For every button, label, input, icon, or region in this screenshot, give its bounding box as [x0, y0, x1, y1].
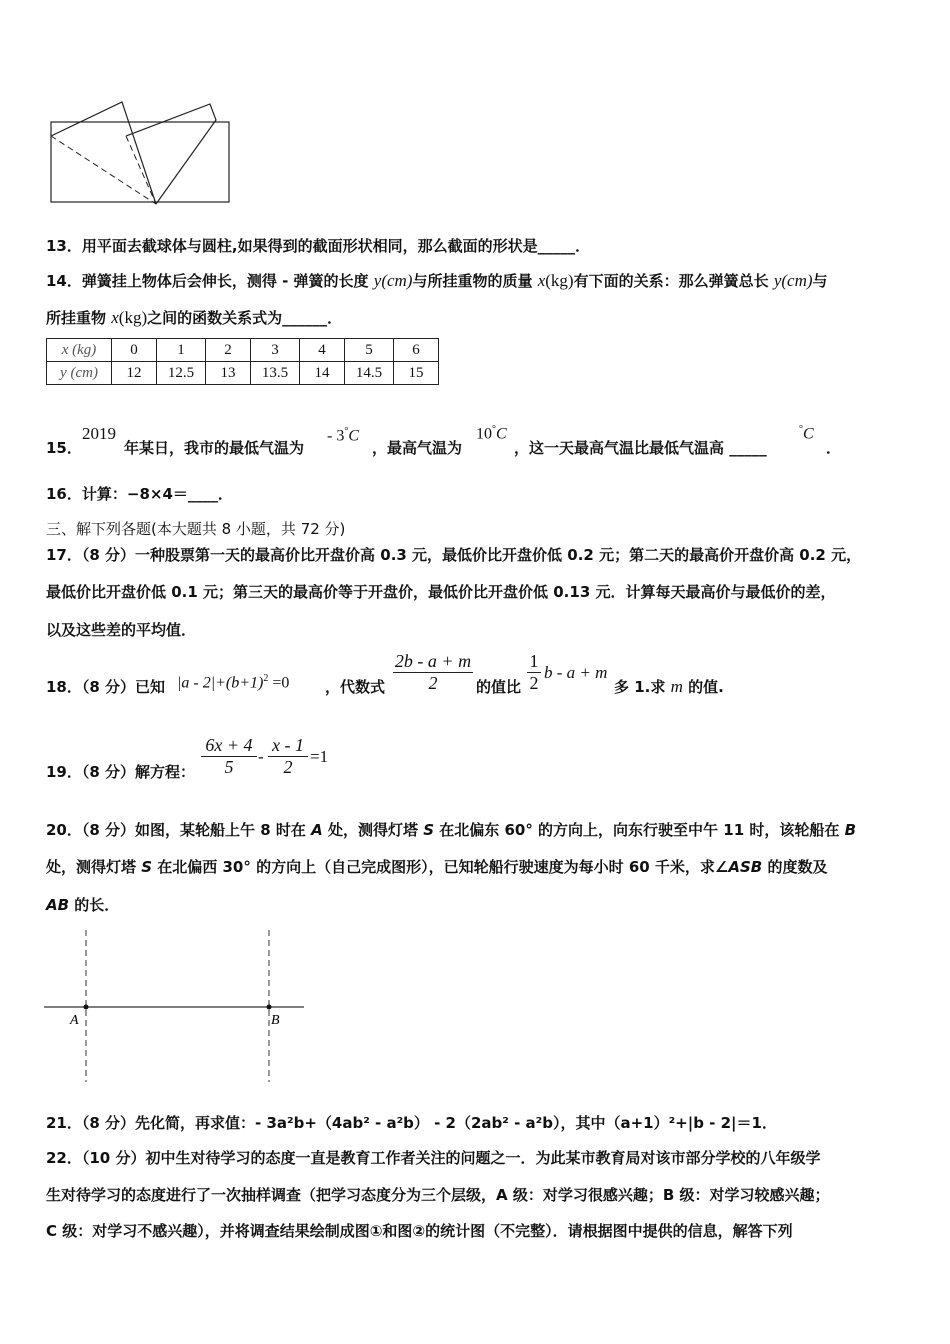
q13-text: 用平面去截球体与圆柱,如果得到的截面形状相同，那么截面的形状是	[81, 237, 538, 255]
section-3-heading: 三、解下列各题(本大题共 8 小题，共 72 分)	[46, 520, 346, 538]
q14-text-a: 弹簧挂上物体后会伸长，测得 - 弹簧的长度	[81, 272, 374, 290]
table-cell: 13.5	[251, 362, 300, 385]
point-a	[84, 1005, 89, 1010]
q15-high-temp	[476, 424, 507, 443]
q20-text-1b: 处，测得灯塔	[322, 821, 424, 839]
square-left	[51, 102, 156, 204]
q19-minus: -	[258, 747, 264, 766]
q20-line1	[46, 820, 856, 840]
q18-frac-numerator: 2b - a + m	[394, 651, 472, 671]
spring-table	[46, 338, 439, 385]
q14-text-d: 与	[812, 272, 828, 290]
q15-text-3	[514, 438, 767, 458]
q18-tail	[614, 677, 724, 697]
table-cell: 12	[112, 362, 157, 385]
q18-fraction	[393, 651, 473, 694]
q20-point-s: S	[423, 821, 435, 839]
q18-condition	[177, 673, 289, 692]
q20-angle-asb: ASB	[728, 858, 763, 876]
q20-segment-ab: AB	[46, 896, 70, 914]
q15-end: ．	[826, 439, 842, 457]
label-a: A	[70, 1013, 79, 1028]
q15-high-value: 10	[476, 425, 492, 443]
q15-low-temp	[327, 426, 359, 445]
q16-number: 16．	[46, 485, 82, 503]
q18-half-denominator: 2	[527, 672, 541, 694]
q20-point-s2: S	[141, 858, 153, 876]
q20-text-3b: 的长．	[69, 896, 120, 914]
q19-lead: 19．（8 分）解方程：	[46, 763, 196, 781]
q17-line3: 以及这些差的平均值．	[46, 621, 197, 639]
q15-degree-1: °	[344, 426, 349, 437]
q15-text-3-span: ，这一天最高气温比最低气温高	[514, 439, 730, 457]
q15-unit	[799, 424, 814, 443]
q20-text-2c: 的度数及	[762, 858, 828, 876]
q20-text-1c: 在北偏东 60° 的方向上，向东行驶至中午 11 时，该轮船在	[434, 821, 845, 839]
q15-degree-2: °	[492, 424, 496, 435]
q20-text-2a: 处，测得灯塔	[46, 858, 142, 876]
table-row	[47, 339, 439, 362]
q14-text-b: 与所挂重物的质量	[412, 272, 538, 290]
q14-text-c: 有下面的关系：那么弹簧总长	[573, 272, 774, 290]
q20-line3	[46, 895, 119, 915]
question-14-line1	[46, 271, 828, 291]
q18-half-numerator: 1	[529, 651, 539, 671]
q14-var-x2: x	[111, 308, 119, 327]
q18-half	[527, 651, 541, 694]
table-cell: 3	[251, 339, 300, 362]
q13-number: 13．	[46, 237, 82, 255]
q15-celsius-1: C	[348, 427, 359, 445]
q15-year: 2019	[82, 424, 116, 443]
question-16	[46, 484, 233, 504]
q14-end: ．	[327, 309, 343, 327]
point-b	[267, 1005, 272, 1010]
q15-blank: _____	[729, 439, 767, 457]
q14-text-f: 之间的函数关系式为	[147, 309, 283, 327]
q18-abs-expr: |a - 2|+(b+1)	[177, 674, 264, 692]
q15-degree-3: °	[799, 424, 803, 435]
q14-blank: ______	[282, 309, 328, 327]
q14-var-y2: y	[773, 271, 782, 290]
q13-blank: _____	[537, 237, 576, 255]
table-cell: 14	[300, 362, 345, 385]
q14-var-y: y	[373, 271, 382, 290]
q16-blank: ____	[187, 485, 218, 503]
q18-lead: 18．（8 分）已知	[46, 678, 166, 696]
q22-line3: C 级：对学习不感兴趣），并将调查结果绘制成图①和图②的统计图（不完整）．请根据图中提供的信息，解答下列	[46, 1222, 793, 1240]
fold-line-right	[126, 136, 156, 204]
q17-line2: 最低价比开盘价低 0.1 元；第三天的最高价等于开盘价，最低价比开盘价低 0.13 元．计算每天最高价与最低价的差，	[46, 583, 836, 601]
question-13	[46, 236, 590, 256]
table-cell: 6	[394, 339, 439, 362]
x-label-cell: x (kg)	[47, 339, 112, 362]
q21-line: 21．（8 分）先化简，再求值：- 3a²b+（4ab² - a²b） - 2（2ab² - a²b），其中（a+1）²+|b - 2|＝1．	[46, 1114, 777, 1132]
q18-text-3: 多 1.求	[614, 678, 671, 696]
q15-low-value: - 3	[327, 427, 345, 445]
q14-unit-kg2: (kg)	[118, 308, 148, 327]
table-cell: 15	[394, 362, 439, 385]
table-row	[47, 362, 439, 385]
q14-text-e: 所挂重物	[46, 309, 112, 327]
label-b: B	[271, 1013, 280, 1028]
table-cell: 14.5	[345, 362, 394, 385]
table-cell: 12.5	[157, 362, 206, 385]
question-14-line2	[46, 308, 342, 328]
q15-text-1: 年某日，我市的最低气温为	[124, 439, 305, 457]
table-cell: 2	[206, 339, 251, 362]
q17-line1: 17．（8 分）一种股票第一天的最高价比开盘价高 0.3 元，最低价比开盘价低 0.2 元；第二天的最高价开盘价高 0.2 元，	[46, 546, 862, 564]
q14-var-x: x	[537, 271, 546, 290]
q14-unit-cm2: (cm)	[781, 271, 813, 290]
q22-line2: 生对待学习的态度进行了一次抽样调查（把学习态度分为三个层级，A 级：对学习很感兴趣；B 级：对学习较感兴趣；	[46, 1186, 830, 1204]
q19-fraction-2	[268, 735, 308, 778]
table-cell: 1	[157, 339, 206, 362]
q18-text-4: 的值.	[682, 678, 724, 696]
rectangle	[51, 122, 229, 202]
q19-f1-denominator: 5	[201, 756, 257, 778]
q20-line2	[46, 857, 827, 877]
q19-f2-numerator: x - 1	[272, 735, 304, 755]
geometry-figure	[40, 100, 250, 210]
q18-text-1: ，代数式	[325, 678, 386, 696]
q14-unit-kg: (kg)	[545, 271, 574, 290]
q18-square: 2	[263, 673, 269, 684]
q19-f2-denominator: 2	[268, 756, 308, 778]
y-label-cell: y (cm)	[47, 362, 112, 385]
q18-equals-zero: =0	[268, 674, 290, 692]
q14-unit-cm: (cm)	[381, 271, 413, 290]
q20-point-b: B	[844, 821, 857, 839]
q20-text-2b: 在北偏西 30° 的方向上（自己完成图形），已知轮船行驶速度为每小时 60 千米，求∠	[152, 858, 729, 876]
q20-text-1a: 20．（8 分）如图，某轮船上午 8 时在	[46, 821, 312, 839]
q19-rhs: =1	[310, 747, 329, 766]
q15-celsius-3: C	[803, 425, 814, 443]
q15-celsius-2: C	[496, 425, 507, 443]
table-cell: 13	[206, 362, 251, 385]
table-cell: 5	[345, 339, 394, 362]
q20-point-a: A	[311, 821, 323, 839]
q22-line1: 22．（10 分）初中生对待学习的态度一直是教育工作者关注的问题之一．为此某市教育局对该市部分学校的八年级学	[46, 1149, 821, 1167]
q18-text-2: 的值比	[476, 678, 522, 696]
fold-line-left	[51, 136, 156, 204]
table-cell: 4	[300, 339, 345, 362]
ship-figure	[40, 926, 310, 1086]
q16-text: 计算：−8×4＝	[81, 485, 188, 503]
q19-f1-numerator: 6x + 4	[205, 735, 253, 755]
q18-frac-denominator: 2	[393, 672, 473, 694]
table-cell: 0	[112, 339, 157, 362]
q15-number: 15．	[46, 439, 82, 457]
q18-var-m: m	[670, 677, 683, 696]
q15-text-2: ，最高气温为	[372, 439, 463, 457]
q18-expr2: b - a + m	[544, 663, 608, 682]
q19-fraction-1	[201, 735, 257, 778]
q14-number: 14．	[46, 272, 82, 290]
q16-end: ．	[217, 485, 233, 503]
q13-end: ．	[575, 237, 591, 255]
